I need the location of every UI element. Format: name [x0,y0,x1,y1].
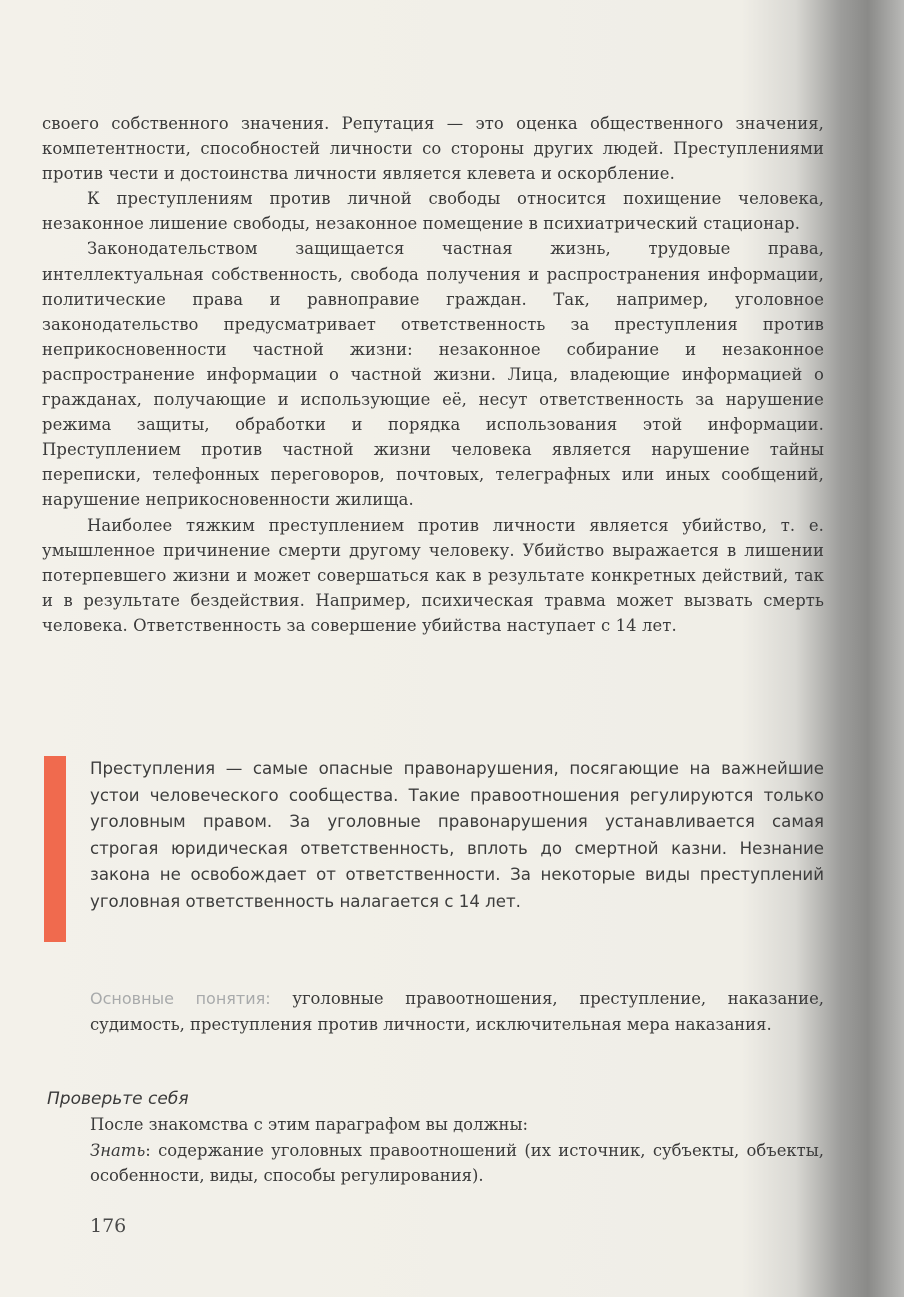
know-label: Знать [90,1140,146,1160]
know-text: : содержание уголовных правоотношений (их источник, субъекты, объекты, особенности, виды, способы регулирования). [90,1140,824,1185]
callout-text: Преступления — самые опасные правонарушения, посягающие на важнейшие устои человеческого сообщества. Такие правоотношения регулируются только уголовным правом. За уголовные правонарушения устанавливается самая строгая юридическая ответственность, вплоть до смертной казни. Незнание закона не освобождает от ответственности. За некоторые виды преступлений уголовная ответственность налагается с 14 лет. [90,759,824,911]
definition-callout [44,756,824,946]
self-check-intro: После знакомства с этим параграфом вы должны: [90,1115,529,1134]
self-check-know [90,1138,824,1189]
key-concepts [90,986,824,1037]
paragraph-private-life: Законодательством защищается частная жизнь, трудовые права, интеллектуальная собственность, свобода получения и распространения информации, политические права и равноправие граждан. Так, например, уголовное законодательство предусматривает ответственность за преступления против неприкосновенности частной жизни: незаконное собирание и незаконное распространение информации о частной жизни. Лица, владеющие информацией о гражданах, получающие и использующие её, несут ответственность за нарушение режима защиты, обработки и порядка использования этой информации. Преступлением против частной жизни человека является нарушение тайны переписки, телефонных переговоров, почтовых, телеграфных или иных сообщений, нарушение неприкосновенности жилища. [42,239,824,510]
callout-accent-bar [44,756,66,942]
self-check-body [90,1112,824,1189]
paragraph-personal-freedom: К преступлениям против личной свободы относится похищение человека, незаконное лишение свободы, незаконное помещение в психиатрический стационар. [42,189,824,234]
page-number: 176 [90,1215,127,1237]
self-check-title: Проверьте себя [47,1089,189,1109]
paragraph-reputation: своего собственного значения. Репутация — это оценка общественного значения, компетентности, способностей личности со стороны других людей. Преступлениями против чести и достоинства личности является клевета и оскорбление. [42,114,824,184]
paragraph-murder: Наиболее тяжким преступлением против личности является убийство, т. е. умышленное причинение смерти другому человеку. Убийство выражается в лишении потерпевшего жизни и может совершаться как в результате конкретных действий, так и в результате бездействия. Например, психическая травма может вызвать смерть человека. Ответственность за совершение убийства наступает с 14 лет. [42,515,824,635]
key-concepts-text: уголовные правоотношения, преступление, наказание, судимость, преступления против личности, исключительная мера наказания. [90,989,824,1034]
main-text [42,111,824,638]
key-concepts-label: Основные понятия: [90,989,271,1008]
